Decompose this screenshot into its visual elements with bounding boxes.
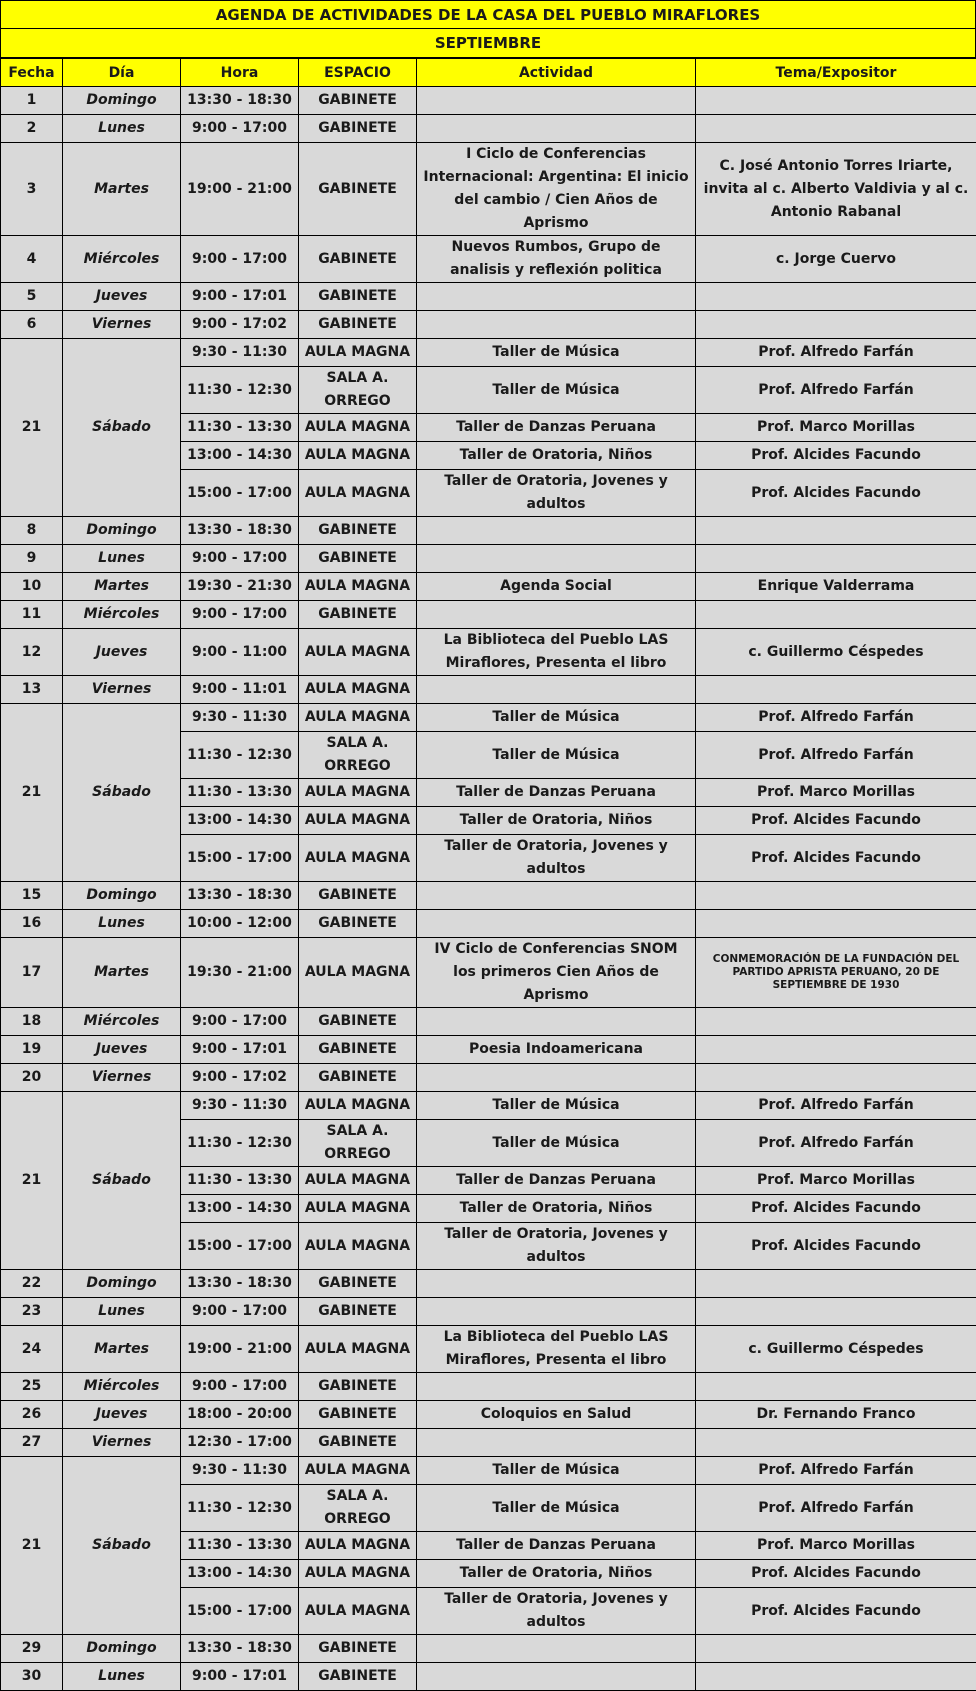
hora-cell: 11:30 - 13:30 — [181, 1167, 299, 1195]
dia-cell: Miércoles — [63, 601, 181, 629]
table-row — [1, 1635, 976, 1663]
actividad-cell: La Biblioteca del Pueblo LAS Miraflores, Presenta el libro — [417, 629, 696, 676]
dia-cell: Lunes — [63, 910, 181, 938]
espacio-cell: GABINETE — [299, 1008, 417, 1036]
fecha-cell: 30 — [1, 1663, 63, 1691]
table-row — [1, 1401, 976, 1429]
actividad-cell — [417, 87, 696, 115]
hora-cell: 9:00 - 17:00 — [181, 1008, 299, 1036]
actividad-cell: Taller de Danzas Peruana — [417, 779, 696, 807]
table-row — [1, 1008, 976, 1036]
tema-cell: Prof. Marco Morillas — [696, 779, 976, 807]
actividad-cell — [417, 676, 696, 704]
tema-cell: Prof. Alcides Facundo — [696, 1223, 976, 1270]
dia-cell: Jueves — [63, 1036, 181, 1064]
dia-cell: Domingo — [63, 882, 181, 910]
table-row — [1, 1663, 976, 1691]
table-row — [1, 910, 976, 938]
tema-cell — [696, 1635, 976, 1663]
hora-cell: 10:00 - 12:00 — [181, 910, 299, 938]
table-row — [1, 1457, 976, 1485]
espacio-cell: AULA MAGNA — [299, 470, 417, 517]
fecha-cell: 21 — [1, 339, 63, 517]
fecha-cell: 6 — [1, 311, 63, 339]
tema-cell: Prof. Marco Morillas — [696, 1167, 976, 1195]
hora-cell: 13:00 - 14:30 — [181, 1560, 299, 1588]
tema-cell — [696, 1270, 976, 1298]
actividad-cell — [417, 1635, 696, 1663]
col-header-fecha: Fecha — [1, 59, 63, 87]
agenda-title: AGENDA DE ACTIVIDADES DE LA CASA DEL PUEBLO MIRAFLORES — [0, 0, 976, 29]
dia-cell: Martes — [63, 1326, 181, 1373]
espacio-cell: SALA A. ORREGO — [299, 1120, 417, 1167]
fecha-cell: 18 — [1, 1008, 63, 1036]
hora-cell: 11:30 - 12:30 — [181, 367, 299, 414]
dia-cell: Viernes — [63, 1064, 181, 1092]
dia-cell: Viernes — [63, 311, 181, 339]
tema-cell: C. José Antonio Torres Iriarte, invita al c. Alberto Valdivia y al c. Antonio Rabanal — [696, 143, 976, 236]
actividad-cell: Taller de Oratoria, Niños — [417, 807, 696, 835]
fecha-cell: 4 — [1, 236, 63, 283]
actividad-cell — [417, 1429, 696, 1457]
espacio-cell: SALA A. ORREGO — [299, 1485, 417, 1532]
espacio-cell: AULA MAGNA — [299, 1457, 417, 1485]
tema-cell: Prof. Alfredo Farfán — [696, 704, 976, 732]
espacio-cell: AULA MAGNA — [299, 835, 417, 882]
espacio-cell: GABINETE — [299, 311, 417, 339]
tema-cell: Prof. Alcides Facundo — [696, 835, 976, 882]
espacio-cell: GABINETE — [299, 545, 417, 573]
hora-cell: 15:00 - 17:00 — [181, 835, 299, 882]
table-row — [1, 143, 976, 236]
fecha-cell: 11 — [1, 601, 63, 629]
hora-cell: 9:00 - 17:00 — [181, 601, 299, 629]
dia-cell: Miércoles — [63, 1008, 181, 1036]
hora-cell: 13:30 - 18:30 — [181, 517, 299, 545]
actividad-cell: Taller de Música — [417, 704, 696, 732]
espacio-cell: AULA MAGNA — [299, 779, 417, 807]
dia-cell: Domingo — [63, 517, 181, 545]
espacio-cell: GABINETE — [299, 882, 417, 910]
hora-cell: 9:00 - 17:02 — [181, 1064, 299, 1092]
hora-cell: 9:00 - 17:00 — [181, 1373, 299, 1401]
espacio-cell: SALA A. ORREGO — [299, 732, 417, 779]
actividad-cell: IV Ciclo de Conferencias SNOM los primeros Cien Años de Aprismo — [417, 938, 696, 1008]
table-row — [1, 1373, 976, 1401]
tema-cell — [696, 1373, 976, 1401]
fecha-cell: 2 — [1, 115, 63, 143]
actividad-cell — [417, 115, 696, 143]
hora-cell: 19:00 - 21:00 — [181, 1326, 299, 1373]
espacio-cell: AULA MAGNA — [299, 414, 417, 442]
table-row — [1, 938, 976, 1008]
actividad-cell: Taller de Música — [417, 1092, 696, 1120]
tema-cell — [696, 1663, 976, 1691]
actividad-cell: Taller de Música — [417, 732, 696, 779]
tema-cell — [696, 1036, 976, 1064]
dia-cell: Viernes — [63, 1429, 181, 1457]
actividad-cell: Taller de Oratoria, Niños — [417, 442, 696, 470]
actividad-cell — [417, 517, 696, 545]
tema-cell: Prof. Marco Morillas — [696, 414, 976, 442]
fecha-cell: 15 — [1, 882, 63, 910]
actividad-cell: Taller de Oratoria, Niños — [417, 1195, 696, 1223]
table-row — [1, 1064, 976, 1092]
tema-cell: c. Guillermo Céspedes — [696, 629, 976, 676]
actividad-cell: Taller de Música — [417, 1120, 696, 1167]
hora-cell: 9:30 - 11:30 — [181, 339, 299, 367]
hora-cell: 15:00 - 17:00 — [181, 1588, 299, 1635]
hora-cell: 11:30 - 13:30 — [181, 779, 299, 807]
agenda-table — [0, 58, 976, 1691]
tema-cell: c. Guillermo Céspedes — [696, 1326, 976, 1373]
hora-cell: 15:00 - 17:00 — [181, 470, 299, 517]
actividad-cell — [417, 283, 696, 311]
dia-cell: Jueves — [63, 629, 181, 676]
table-row — [1, 87, 976, 115]
hora-cell: 9:00 - 17:01 — [181, 1036, 299, 1064]
hora-cell: 15:00 - 17:00 — [181, 1223, 299, 1270]
dia-cell: Domingo — [63, 1635, 181, 1663]
fecha-cell: 10 — [1, 573, 63, 601]
espacio-cell: GABINETE — [299, 236, 417, 283]
agenda-body — [1, 87, 976, 1691]
espacio-cell: GABINETE — [299, 1270, 417, 1298]
actividad-cell: Taller de Música — [417, 367, 696, 414]
espacio-cell: GABINETE — [299, 1401, 417, 1429]
hora-cell: 11:30 - 12:30 — [181, 732, 299, 779]
tema-cell: Prof. Alcides Facundo — [696, 442, 976, 470]
actividad-cell: Taller de Oratoria, Jovenes y adultos — [417, 1588, 696, 1635]
actividad-cell: Nuevos Rumbos, Grupo de analisis y reflexión politica — [417, 236, 696, 283]
table-row — [1, 545, 976, 573]
espacio-cell: AULA MAGNA — [299, 1223, 417, 1270]
tema-cell: Enrique Valderrama — [696, 573, 976, 601]
fecha-cell: 21 — [1, 704, 63, 882]
actividad-cell — [417, 601, 696, 629]
hora-cell: 9:00 - 17:00 — [181, 545, 299, 573]
fecha-cell: 27 — [1, 1429, 63, 1457]
table-row — [1, 601, 976, 629]
actividad-cell: Taller de Oratoria, Jovenes y adultos — [417, 835, 696, 882]
table-row — [1, 1429, 976, 1457]
tema-cell — [696, 311, 976, 339]
tema-cell — [696, 115, 976, 143]
table-row — [1, 882, 976, 910]
tema-cell: Prof. Alfredo Farfán — [696, 367, 976, 414]
dia-cell: Jueves — [63, 283, 181, 311]
actividad-cell: Taller de Música — [417, 1485, 696, 1532]
espacio-cell: GABINETE — [299, 1373, 417, 1401]
tema-cell: Prof. Alfredo Farfán — [696, 732, 976, 779]
actividad-cell — [417, 545, 696, 573]
hora-cell: 13:00 - 14:30 — [181, 442, 299, 470]
dia-cell: Jueves — [63, 1401, 181, 1429]
fecha-cell: 13 — [1, 676, 63, 704]
tema-cell — [696, 545, 976, 573]
table-row — [1, 1270, 976, 1298]
tema-cell: Prof. Alfredo Farfán — [696, 1120, 976, 1167]
dia-cell: Martes — [63, 573, 181, 601]
fecha-cell: 25 — [1, 1373, 63, 1401]
hora-cell: 13:30 - 18:30 — [181, 1270, 299, 1298]
actividad-cell — [417, 1270, 696, 1298]
espacio-cell: AULA MAGNA — [299, 442, 417, 470]
fecha-cell: 26 — [1, 1401, 63, 1429]
col-header-espacio: ESPACIO — [299, 59, 417, 87]
fecha-cell: 1 — [1, 87, 63, 115]
fecha-cell: 5 — [1, 283, 63, 311]
espacio-cell: AULA MAGNA — [299, 1195, 417, 1223]
dia-cell: Lunes — [63, 1298, 181, 1326]
actividad-cell — [417, 1008, 696, 1036]
hora-cell: 11:30 - 13:30 — [181, 1532, 299, 1560]
table-row — [1, 339, 976, 367]
hora-cell: 11:30 - 12:30 — [181, 1120, 299, 1167]
espacio-cell: GABINETE — [299, 143, 417, 236]
actividad-cell: Taller de Oratoria, Jovenes y adultos — [417, 470, 696, 517]
actividad-cell: Taller de Danzas Peruana — [417, 1532, 696, 1560]
hora-cell: 12:30 - 17:00 — [181, 1429, 299, 1457]
table-row — [1, 236, 976, 283]
header-row — [1, 59, 976, 87]
tema-cell: c. Jorge Cuervo — [696, 236, 976, 283]
hora-cell: 9:00 - 11:00 — [181, 629, 299, 676]
fecha-cell: 24 — [1, 1326, 63, 1373]
hora-cell: 13:30 - 18:30 — [181, 87, 299, 115]
hora-cell: 19:30 - 21:00 — [181, 938, 299, 1008]
actividad-cell: Coloquios en Salud — [417, 1401, 696, 1429]
actividad-cell: Poesia Indoamericana — [417, 1036, 696, 1064]
table-row — [1, 629, 976, 676]
actividad-cell: Taller de Oratoria, Niños — [417, 1560, 696, 1588]
fecha-cell: 12 — [1, 629, 63, 676]
table-row — [1, 1036, 976, 1064]
hora-cell: 9:30 - 11:30 — [181, 1092, 299, 1120]
fecha-cell: 8 — [1, 517, 63, 545]
tema-cell — [696, 601, 976, 629]
actividad-cell: I Ciclo de Conferencias Internacional: Argentina: El inicio del cambio / Cien Años de Aprismo — [417, 143, 696, 236]
hora-cell: 9:00 - 17:02 — [181, 311, 299, 339]
hora-cell: 19:00 - 21:00 — [181, 143, 299, 236]
table-row — [1, 1092, 976, 1120]
espacio-cell: GABINETE — [299, 1429, 417, 1457]
espacio-cell: AULA MAGNA — [299, 1532, 417, 1560]
espacio-cell: GABINETE — [299, 1663, 417, 1691]
actividad-cell — [417, 1064, 696, 1092]
tema-cell — [696, 1008, 976, 1036]
actividad-cell: Taller de Oratoria, Jovenes y adultos — [417, 1223, 696, 1270]
hora-cell: 13:30 - 18:30 — [181, 1635, 299, 1663]
espacio-cell: GABINETE — [299, 1036, 417, 1064]
dia-cell: Miércoles — [63, 236, 181, 283]
tema-cell: CONMEMORACIÓN DE LA FUNDACIÓN DEL PARTIDO APRISTA PERUANO, 20 DE SEPTIEMBRE DE 1930 — [696, 938, 976, 1008]
tema-cell: Prof. Alcides Facundo — [696, 1195, 976, 1223]
dia-cell: Sábado — [63, 704, 181, 882]
col-header-tema: Tema/Expositor — [696, 59, 976, 87]
tema-cell: Prof. Alcides Facundo — [696, 470, 976, 517]
espacio-cell: AULA MAGNA — [299, 1092, 417, 1120]
tema-cell — [696, 1064, 976, 1092]
tema-cell: Prof. Alfredo Farfán — [696, 1092, 976, 1120]
hora-cell: 13:00 - 14:30 — [181, 807, 299, 835]
hora-cell: 9:00 - 17:01 — [181, 1663, 299, 1691]
espacio-cell: AULA MAGNA — [299, 1167, 417, 1195]
table-row — [1, 676, 976, 704]
fecha-cell: 21 — [1, 1092, 63, 1270]
hora-cell: 11:30 - 13:30 — [181, 414, 299, 442]
hora-cell: 9:00 - 17:01 — [181, 283, 299, 311]
espacio-cell: GABINETE — [299, 87, 417, 115]
hora-cell: 9:00 - 17:00 — [181, 236, 299, 283]
hora-cell: 9:30 - 11:30 — [181, 704, 299, 732]
table-row — [1, 115, 976, 143]
month-title: SEPTIEMBRE — [0, 29, 976, 58]
dia-cell: Sábado — [63, 1092, 181, 1270]
table-row — [1, 704, 976, 732]
tema-cell — [696, 283, 976, 311]
table-row — [1, 1326, 976, 1373]
hora-cell: 11:30 - 12:30 — [181, 1485, 299, 1532]
espacio-cell: GABINETE — [299, 910, 417, 938]
actividad-cell — [417, 311, 696, 339]
tema-cell — [696, 882, 976, 910]
espacio-cell: GABINETE — [299, 115, 417, 143]
actividad-cell: La Biblioteca del Pueblo LAS Miraflores, Presenta el libro — [417, 1326, 696, 1373]
fecha-cell: 20 — [1, 1064, 63, 1092]
actividad-cell — [417, 910, 696, 938]
fecha-cell: 3 — [1, 143, 63, 236]
tema-cell — [696, 87, 976, 115]
espacio-cell: GABINETE — [299, 601, 417, 629]
actividad-cell — [417, 1298, 696, 1326]
col-header-hora: Hora — [181, 59, 299, 87]
espacio-cell: GABINETE — [299, 517, 417, 545]
fecha-cell: 21 — [1, 1457, 63, 1635]
tema-cell — [696, 676, 976, 704]
tema-cell: Prof. Alcides Facundo — [696, 807, 976, 835]
tema-cell: Prof. Alcides Facundo — [696, 1560, 976, 1588]
dia-cell: Martes — [63, 938, 181, 1008]
espacio-cell: AULA MAGNA — [299, 704, 417, 732]
tema-cell: Prof. Alfredo Farfán — [696, 1457, 976, 1485]
hora-cell: 19:30 - 21:30 — [181, 573, 299, 601]
tema-cell — [696, 910, 976, 938]
fecha-cell: 23 — [1, 1298, 63, 1326]
espacio-cell: AULA MAGNA — [299, 676, 417, 704]
actividad-cell: Taller de Música — [417, 1457, 696, 1485]
dia-cell: Domingo — [63, 1270, 181, 1298]
fecha-cell: 29 — [1, 1635, 63, 1663]
fecha-cell: 19 — [1, 1036, 63, 1064]
espacio-cell: SALA A. ORREGO — [299, 367, 417, 414]
dia-cell: Sábado — [63, 1457, 181, 1635]
actividad-cell: Taller de Danzas Peruana — [417, 1167, 696, 1195]
hora-cell: 9:00 - 17:00 — [181, 115, 299, 143]
actividad-cell — [417, 1663, 696, 1691]
actividad-cell: Taller de Danzas Peruana — [417, 414, 696, 442]
espacio-cell: AULA MAGNA — [299, 1588, 417, 1635]
hora-cell: 18:00 - 20:00 — [181, 1401, 299, 1429]
tema-cell — [696, 517, 976, 545]
hora-cell: 9:00 - 17:00 — [181, 1298, 299, 1326]
table-row — [1, 283, 976, 311]
actividad-cell: Taller de Música — [417, 339, 696, 367]
actividad-cell — [417, 1373, 696, 1401]
dia-cell: Lunes — [63, 115, 181, 143]
espacio-cell: AULA MAGNA — [299, 1560, 417, 1588]
tema-cell: Prof. Alfredo Farfán — [696, 1485, 976, 1532]
espacio-cell: AULA MAGNA — [299, 807, 417, 835]
hora-cell: 13:30 - 18:30 — [181, 882, 299, 910]
dia-cell: Lunes — [63, 545, 181, 573]
table-row — [1, 311, 976, 339]
tema-cell — [696, 1298, 976, 1326]
tema-cell: Prof. Alfredo Farfán — [696, 339, 976, 367]
dia-cell: Miércoles — [63, 1373, 181, 1401]
tema-cell: Prof. Alcides Facundo — [696, 1588, 976, 1635]
fecha-cell: 17 — [1, 938, 63, 1008]
fecha-cell: 22 — [1, 1270, 63, 1298]
espacio-cell: AULA MAGNA — [299, 339, 417, 367]
table-row — [1, 573, 976, 601]
actividad-cell — [417, 882, 696, 910]
fecha-cell: 16 — [1, 910, 63, 938]
dia-cell: Lunes — [63, 1663, 181, 1691]
dia-cell: Domingo — [63, 87, 181, 115]
dia-cell: Sábado — [63, 339, 181, 517]
hora-cell: 9:00 - 11:01 — [181, 676, 299, 704]
fecha-cell: 9 — [1, 545, 63, 573]
hora-cell: 9:30 - 11:30 — [181, 1457, 299, 1485]
espacio-cell: GABINETE — [299, 1635, 417, 1663]
table-row — [1, 1298, 976, 1326]
tema-cell — [696, 1429, 976, 1457]
dia-cell: Viernes — [63, 676, 181, 704]
hora-cell: 13:00 - 14:30 — [181, 1195, 299, 1223]
col-header-actividad: Actividad — [417, 59, 696, 87]
espacio-cell: AULA MAGNA — [299, 573, 417, 601]
actividad-cell: Agenda Social — [417, 573, 696, 601]
espacio-cell: AULA MAGNA — [299, 1326, 417, 1373]
tema-cell: Dr. Fernando Franco — [696, 1401, 976, 1429]
espacio-cell: GABINETE — [299, 1298, 417, 1326]
col-header-dia: Día — [63, 59, 181, 87]
table-row — [1, 517, 976, 545]
espacio-cell: GABINETE — [299, 1064, 417, 1092]
espacio-cell: GABINETE — [299, 283, 417, 311]
dia-cell: Martes — [63, 143, 181, 236]
espacio-cell: AULA MAGNA — [299, 938, 417, 1008]
espacio-cell: AULA MAGNA — [299, 629, 417, 676]
tema-cell: Prof. Marco Morillas — [696, 1532, 976, 1560]
